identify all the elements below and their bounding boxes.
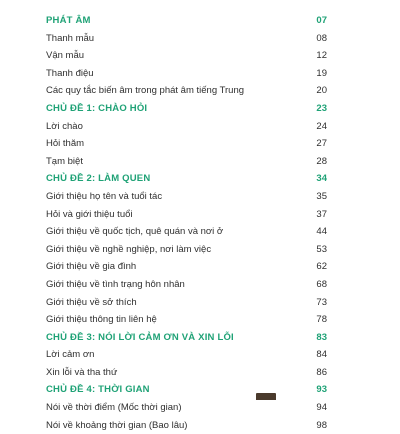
toc-page-number: 27 [316, 138, 327, 150]
toc-page-number: 12 [316, 50, 327, 62]
toc-entry [46, 364, 327, 382]
toc-entry [46, 223, 327, 241]
toc-label: Giới thiệu thông tin liên hệ [46, 314, 157, 326]
toc-entry [46, 417, 327, 434]
toc-page-number: 19 [316, 67, 327, 79]
toc-label: CHỦ ĐỀ 1: CHÀO HỎI [46, 102, 148, 114]
toc-label: Hỏi thăm [46, 138, 85, 150]
toc-label: Các quy tắc biến âm trong phát âm tiếng Trung [46, 85, 245, 97]
toc-entry [46, 47, 327, 65]
toc-entry [46, 258, 327, 276]
toc-entry [46, 188, 327, 206]
toc-entry [46, 241, 327, 259]
toc-page-number: 84 [316, 349, 327, 361]
toc-page-number: 98 [316, 419, 327, 431]
toc-page-number: 24 [316, 120, 327, 132]
toc-entry [46, 82, 327, 100]
toc-label: Lời chào [46, 120, 83, 132]
toc-entry [46, 346, 327, 364]
toc-page-number: 34 [316, 173, 327, 185]
toc-label: Nói về khoảng thời gian (Bao lâu) [46, 419, 188, 431]
toc-entry [46, 118, 327, 136]
toc-entry [46, 206, 327, 224]
toc-label: Lời cảm ơn [46, 349, 95, 361]
toc-section-heading [46, 381, 327, 399]
toc-section-heading [46, 170, 327, 188]
toc-entry [46, 30, 327, 48]
toc-entry [46, 294, 327, 312]
toc-entry [46, 153, 327, 171]
toc-entry [46, 135, 327, 153]
toc-label: Giới thiệu về gia đình [46, 261, 137, 273]
book-corner-decoration [256, 393, 276, 400]
toc-label: PHÁT ÂM [46, 15, 91, 26]
toc-label: CHỦ ĐỀ 3: NÓI LỜI CẢM ƠN VÀ XIN LỖI [46, 331, 234, 343]
toc-entry [46, 276, 327, 294]
toc-page-number: 20 [316, 85, 327, 97]
toc-section-heading [46, 329, 327, 347]
toc-page-number: 78 [316, 314, 327, 326]
toc-page-number: 28 [316, 155, 327, 167]
toc-label: Giới thiệu về nghề nghiệp, nơi làm việc [46, 243, 212, 255]
toc-label: Hỏi và giới thiệu tuổi [46, 208, 133, 220]
toc-entry [46, 65, 327, 83]
toc-label: CHỦ ĐỀ 2: LÀM QUEN [46, 173, 151, 185]
toc-page-number: 86 [316, 366, 327, 378]
toc-page-number: 44 [316, 226, 327, 238]
toc-label: Vận mẫu [46, 50, 85, 62]
toc-page-number: 07 [316, 15, 327, 26]
toc-page-number: 35 [316, 190, 327, 202]
toc-label: Giới thiệu về tình trạng hôn nhân [46, 278, 185, 290]
toc-page-number: 37 [316, 208, 327, 220]
toc-page-number: 68 [316, 278, 327, 290]
toc-entry [46, 311, 327, 329]
toc-entry [46, 399, 327, 417]
toc-section-heading [46, 100, 327, 118]
toc-page-number: 23 [316, 102, 327, 114]
toc-section-heading [46, 12, 327, 30]
toc-label: Giới thiệu về quốc tịch, quê quán và nơi ở [46, 226, 224, 238]
toc-label: Giới thiệu họ tên và tuổi tác [46, 190, 163, 202]
toc-label: CHỦ ĐỀ 4: THỜI GIAN [46, 384, 150, 396]
toc-page-number: 62 [316, 261, 327, 273]
toc-label: Thanh mẫu [46, 32, 95, 44]
toc-label: Tạm biệt [46, 155, 83, 167]
toc-page-number: 93 [316, 384, 327, 396]
table-of-contents [46, 12, 327, 434]
toc-page-number: 83 [316, 331, 327, 343]
toc-page-number: 53 [316, 243, 327, 255]
toc-page-number: 94 [316, 402, 327, 414]
toc-page-number: 08 [316, 32, 327, 44]
toc-label: Giới thiệu về sở thích [46, 296, 137, 308]
toc-label: Nói về thời điểm (Mốc thời gian) [46, 402, 182, 414]
toc-page-number: 73 [316, 296, 327, 308]
toc-label: Xin lỗi và tha thứ [46, 366, 118, 378]
toc-label: Thanh điệu [46, 67, 94, 79]
